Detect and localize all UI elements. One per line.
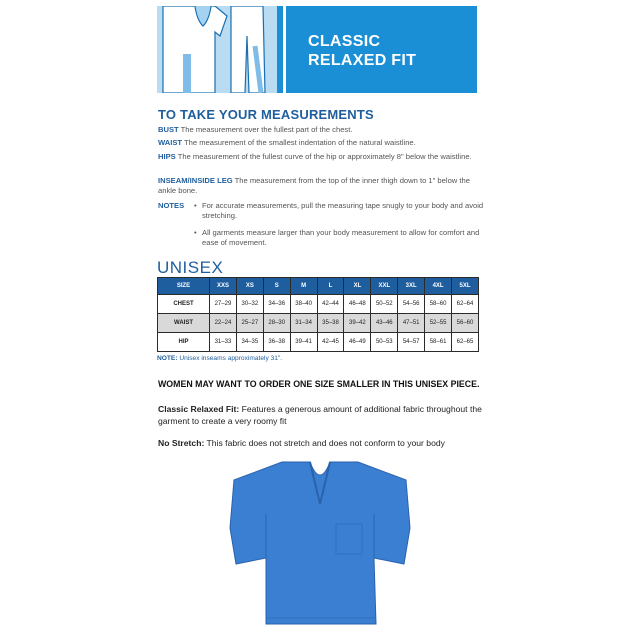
table-cell: 30–32	[236, 295, 263, 314]
inseam-note-label: NOTE:	[157, 355, 178, 362]
hips-text: The measurement of the fullest curve of the hip or approximately 8" below the waistline.	[175, 152, 472, 161]
note-item	[194, 201, 484, 221]
row-label-waist: WAIST	[158, 314, 210, 333]
note-text: For accurate measurements, pull the measuring tape snugly to your body and avoid stretching.	[202, 201, 484, 220]
feature-relaxed-fit	[158, 403, 498, 427]
table-cell: 56–60	[452, 314, 479, 333]
table-cell: 34–36	[263, 295, 290, 314]
size-header: S	[263, 278, 290, 295]
hips-term: HIPS	[158, 152, 176, 161]
scrub-figure-icon	[157, 6, 277, 93]
table-cell: 39–41	[290, 333, 317, 352]
size-header: 3XL	[398, 278, 425, 295]
scrub-top-image	[190, 458, 450, 628]
table-cell: 42–44	[317, 295, 344, 314]
table-cell: 54–56	[398, 295, 425, 314]
size-header: 5XL	[452, 278, 479, 295]
note-text: All garments measure larger than your body measurement to allow for comfort and ease of movement.	[202, 228, 480, 247]
measurements-heading: TO TAKE YOUR MEASUREMENTS	[158, 107, 374, 122]
table-cell: 25–27	[236, 314, 263, 333]
feature-term: Classic Relaxed Fit:	[158, 404, 240, 414]
bust-text: The measurement over the fullest part of the chest.	[178, 125, 353, 134]
size-header: L	[317, 278, 344, 295]
feature-text: This fabric does not stretch and does not conform to your body	[204, 438, 445, 448]
table-cell: 27–29	[210, 295, 237, 314]
size-header: XXL	[371, 278, 398, 295]
size-header: XS	[236, 278, 263, 295]
size-header-row	[158, 278, 479, 295]
bullet-icon: •	[194, 228, 197, 237]
table-cell: 35–38	[317, 314, 344, 333]
bust-term: BUST	[158, 125, 179, 134]
table-cell: 46–48	[344, 295, 371, 314]
banner-title-line1: CLASSIC	[308, 33, 381, 50]
note-item	[194, 228, 484, 248]
table-cell: 31–34	[290, 314, 317, 333]
table-cell: 39–42	[344, 314, 371, 333]
feature-no-stretch	[158, 437, 498, 449]
feature-text: Features a generous amount of additional fabric throughout the garment to create a very roomy fit	[158, 404, 482, 426]
inseam-definition	[158, 176, 488, 196]
table-cell: 62–65	[452, 333, 479, 352]
waist-definition	[158, 138, 488, 148]
notes-label: NOTES	[158, 201, 185, 210]
size-header: M	[290, 278, 317, 295]
size-chart-table	[157, 277, 479, 352]
table-cell: 28–30	[263, 314, 290, 333]
table-cell: 34–35	[236, 333, 263, 352]
table-cell: 52–55	[425, 314, 452, 333]
table-cell: 31–33	[210, 333, 237, 352]
hips-definition	[158, 152, 488, 162]
table-cell: 58–60	[425, 295, 452, 314]
table-cell: 47–51	[398, 314, 425, 333]
inseam-text: The measurement from the top of the inner thigh down to 1" below the ankle bone.	[158, 176, 470, 195]
waist-term: WAIST	[158, 138, 183, 147]
inseam-note	[157, 355, 282, 362]
waist-text: The measurement of the smallest indentation of the natural waistline.	[182, 138, 416, 147]
banner-title-line2: RELAXED FIT	[308, 52, 417, 69]
inseam-term: INSEAM/INSIDE LEG	[158, 176, 233, 185]
scrub-illustration	[157, 6, 277, 93]
row-label-chest: CHEST	[158, 295, 210, 314]
table-cell: 36–38	[263, 333, 290, 352]
table-cell: 42–45	[317, 333, 344, 352]
size-header: XL	[344, 278, 371, 295]
table-cell: 50–53	[371, 333, 398, 352]
row-label-hip: HIP	[158, 333, 210, 352]
table-cell: 58–61	[425, 333, 452, 352]
size-chart-title: UNISEX	[157, 258, 224, 277]
banner-title	[308, 32, 416, 70]
scrub-top-icon	[190, 458, 450, 628]
inseam-note-text: Unisex inseams approximately 31".	[177, 355, 283, 362]
bust-definition	[158, 125, 488, 135]
size-header: SIZE	[158, 278, 210, 295]
bullet-icon: •	[194, 201, 197, 210]
table-cell: 46–49	[344, 333, 371, 352]
feature-term: No Stretch:	[158, 438, 205, 448]
table-cell: 62–64	[452, 295, 479, 314]
table-cell: 22–24	[210, 314, 237, 333]
table-row	[158, 295, 479, 314]
table-cell: 54–57	[398, 333, 425, 352]
table-cell: 50–52	[371, 295, 398, 314]
size-header: XXS	[210, 278, 237, 295]
sizing-notice: WOMEN MAY WANT TO ORDER ONE SIZE SMALLER IN THIS UNISEX PIECE.	[158, 379, 480, 389]
fit-banner	[157, 6, 477, 93]
table-cell: 38–40	[290, 295, 317, 314]
table-cell: 43–46	[371, 314, 398, 333]
table-row	[158, 314, 479, 333]
banner-divider	[283, 6, 286, 93]
size-header: 4XL	[425, 278, 452, 295]
table-row	[158, 333, 479, 352]
